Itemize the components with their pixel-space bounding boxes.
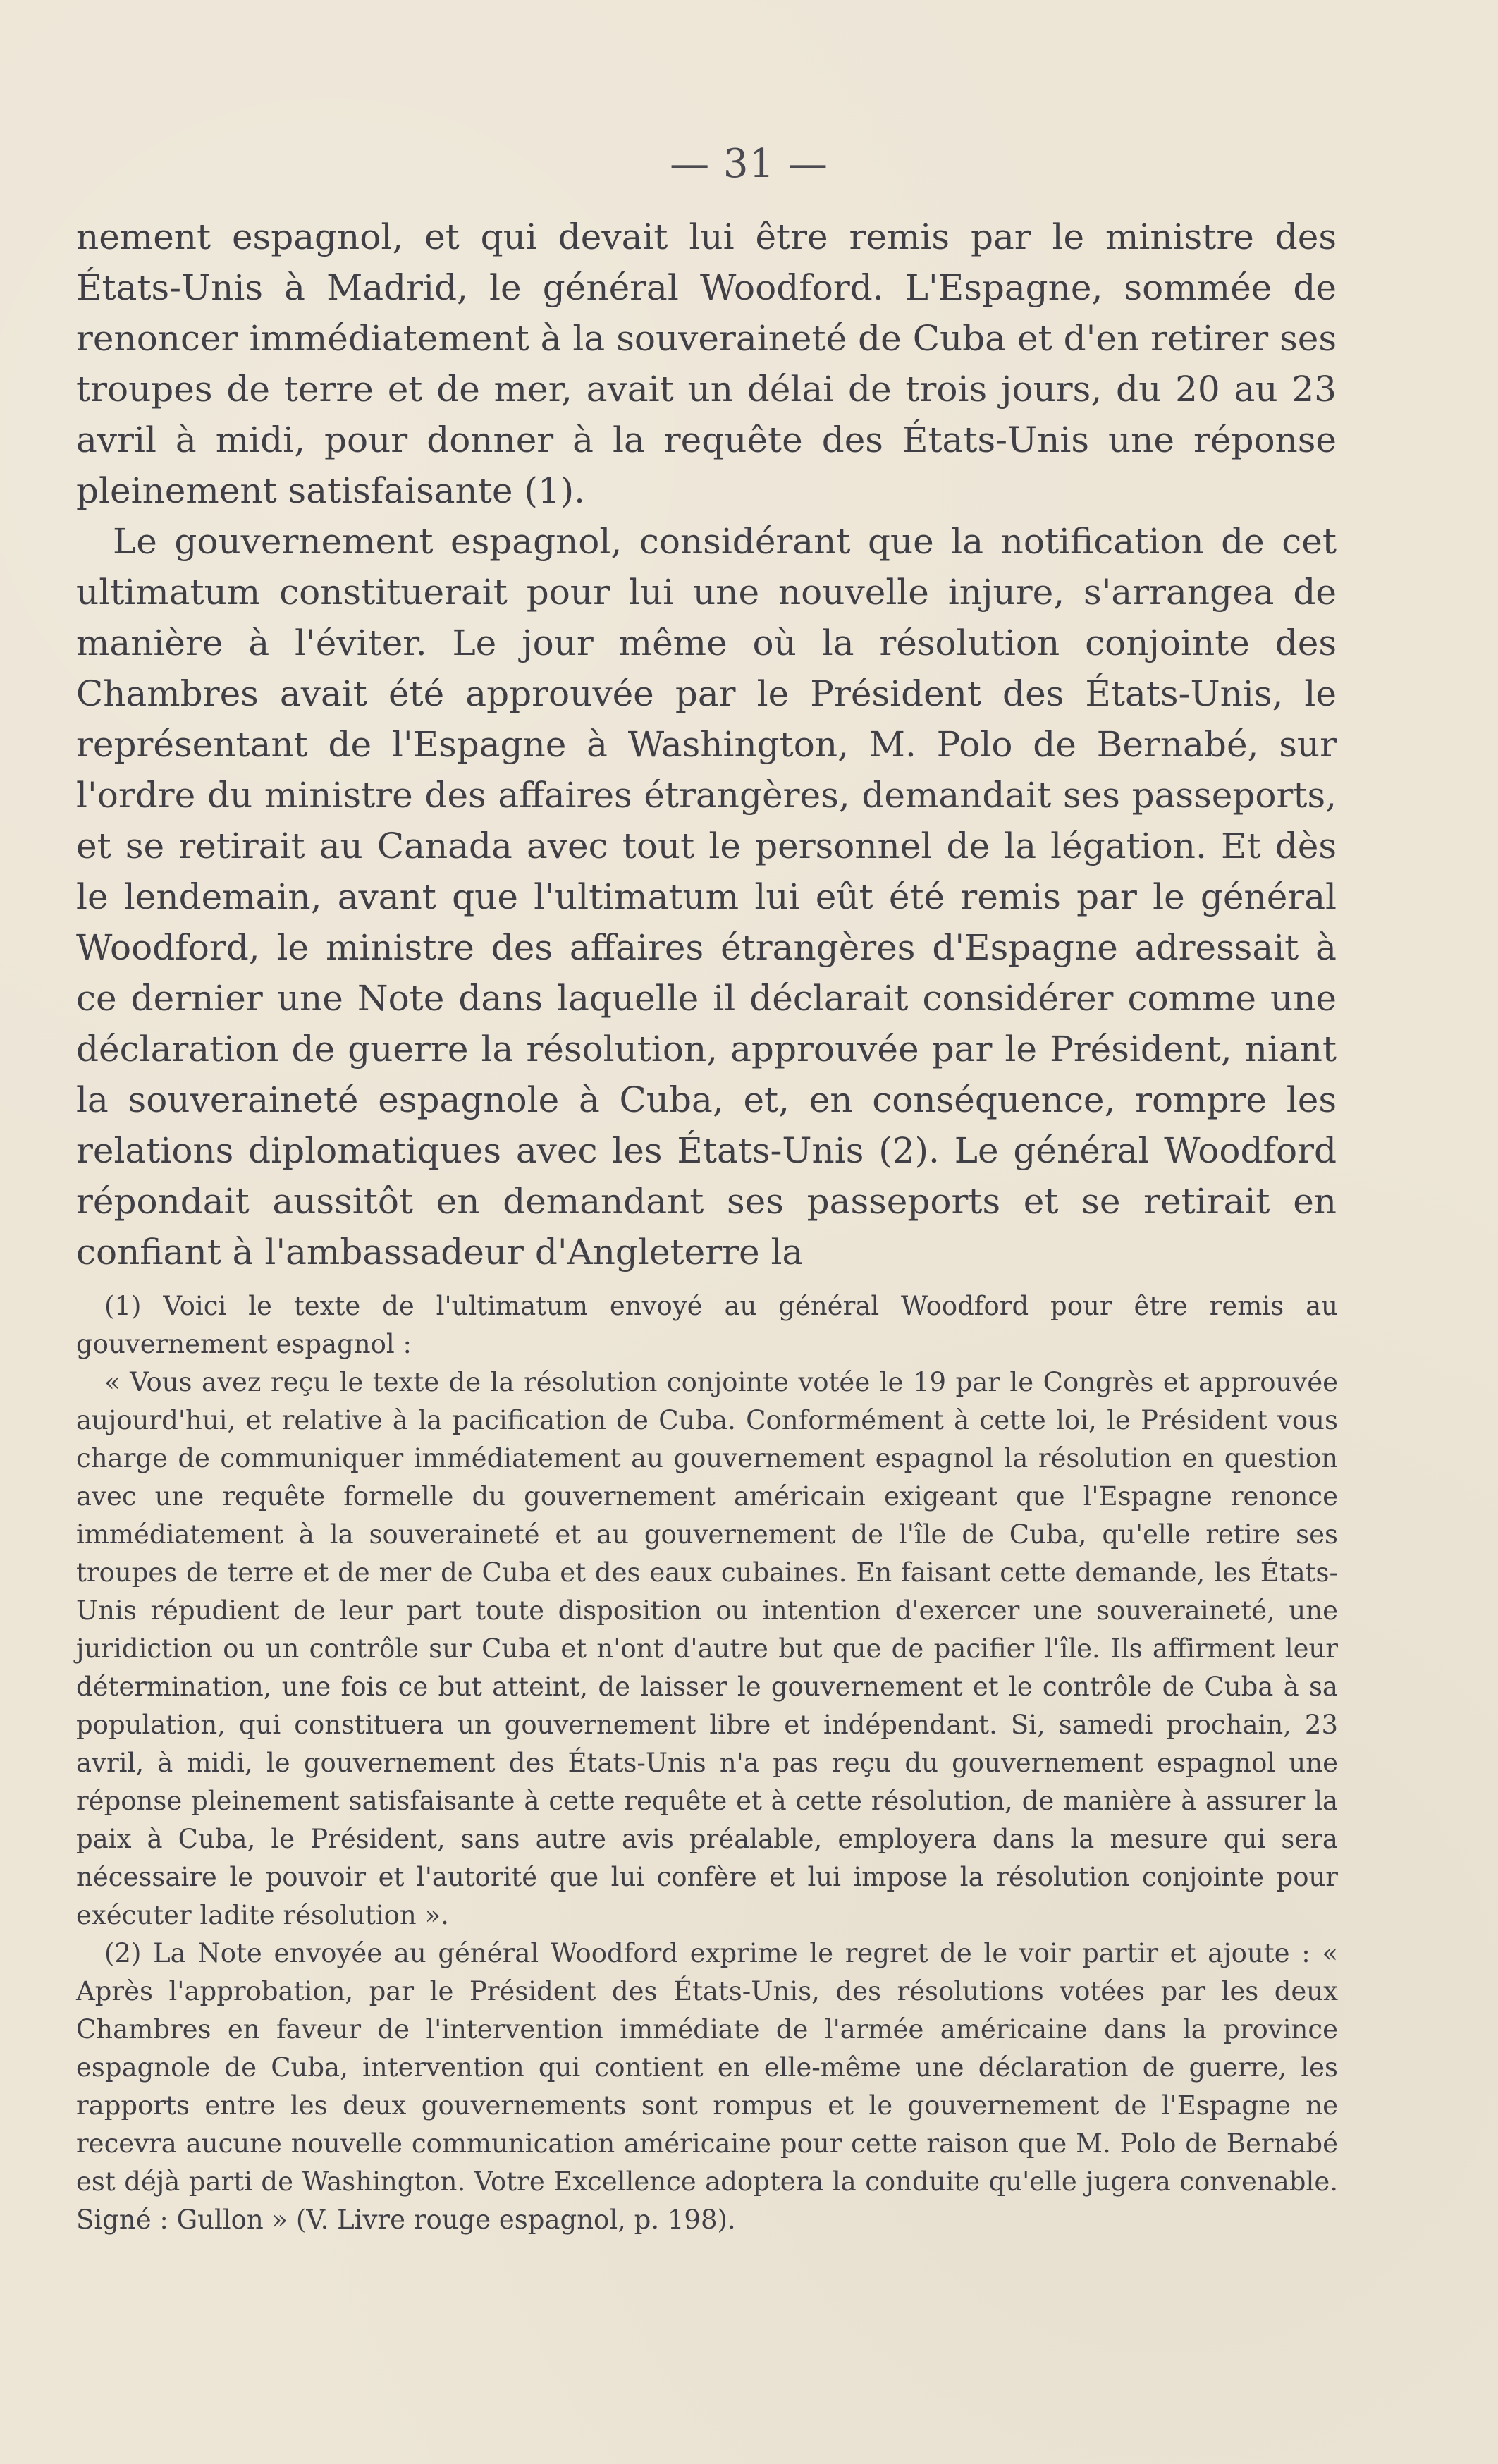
main-paragraph-2: Le gouvernement espagnol, considérant que la notification de cet ultimatum constituerait pour lui une nouvelle injure, s'arrangea de manière à l'éviter. Le jour même où la résolution conjointe des Chambres avait été approuvée par le Président des États-Unis, le représentant de l'Espagne à Washington, M. Polo de Bernabé, sur l'ordre du ministre des affaires étrangères, demandait ses passeports, et se retirait au Canada avec tout le personnel de la légation. Et dès le lendemain, avant que l'ultimatum lui eût été remis par le général Woodford, le ministre des affaires étrangères d'Espagne adressait à ce dernier une Note dans laquelle il déclarait considérer comme une déclaration de guerre la résolution, approuvée par le Président, niant la souveraineté espagnole à Cuba, et, en conséquence, rompre les relations diplomatiques avec les États-Unis (2). Le général Woodford répondait aussitôt en demandant ses passeports et se retirait en confiant à l'ambassadeur d'Angleterre la bbox=[76, 521, 1337, 1273]
footnote-1-intro: (1) Voici le texte de l'ultimatum envoyé au général Woodford pour être remis au gouvernement espagnol : bbox=[76, 1291, 1338, 1359]
main-text bbox=[76, 212, 1337, 1277]
footnote-2: (2) La Note envoyée au général Woodford exprime le regret de le voir partir et ajoute : « Après l'approbation, par le Président des États-Unis, des résolutions votées par les deux Chambres en faveur de l'intervention immédiate de l'armée américaine dans la province espagnole de Cuba, intervention qui contient en elle-même une déclaration de guerre, les rapports entre les deux gouvernements sont rompus et le gouvernement de l'Espagne ne recevra aucune nouvelle communication américaine pour cette raison que M. Polo de Bernabé est déjà parti de Washington. Votre Excellence adoptera la conduite qu'elle jugera convenable. Signé : Gullon » (V. Livre rouge espagnol, p. 198). bbox=[76, 1938, 1338, 2235]
page-number: — 31 — bbox=[670, 141, 828, 187]
footnotes bbox=[76, 1287, 1338, 2239]
footnote-1-quote: « Vous avez reçu le texte de la résolution conjointe votée le 19 par le Congrès et approuvée aujourd'hui, et relative à la pacification de Cuba. Conformément à cette loi, le Président vous charge de communiquer immédiatement au gouvernement espagnol la résolution en question avec une requête formelle du gouvernement américain exigeant que l'Espagne renonce immédiatement à la souveraineté et au gouvernement de l'île de Cuba, qu'elle retire ses troupes de terre et de mer de Cuba et des eaux cubaines. En faisant cette demande, les États-Unis répudient de leur part toute disposition ou intention d'exercer une souveraineté, une juridiction ou un contrôle sur Cuba et n'ont d'autre but que de pacifier l'île. Ils affirment leur détermination, une fois ce but atteint, de laisser le gouvernement et le contrôle de Cuba à sa population, qui constituera un gouvernement libre et indépendant. Si, samedi prochain, 23 avril, à midi, le gouvernement des États-Unis n'a pas reçu du gouvernement espagnol une réponse pleinement satisfaisante à cette requête et à cette résolution, de manière à assurer la paix à Cuba, le Président, sans autre avis préalable, employera dans la mesure qui sera nécessaire le pouvoir et l'autorité que lui confère et lui impose la résolution conjointe pour exécuter ladite résolution ». bbox=[76, 1367, 1338, 1930]
main-paragraph-1: nement espagnol, et qui devait lui être remis par le ministre des États-Unis à Madrid, le général Woodford. L'Espagne, sommée de renoncer immédiatement à la souveraineté de Cuba et d'en retirer ses troupes de terre et de mer, avait un délai de trois jours, du 20 au 23 avril à midi, pour donner à la requête des États-Unis une réponse pleinement satisfaisante (1). bbox=[76, 216, 1337, 511]
